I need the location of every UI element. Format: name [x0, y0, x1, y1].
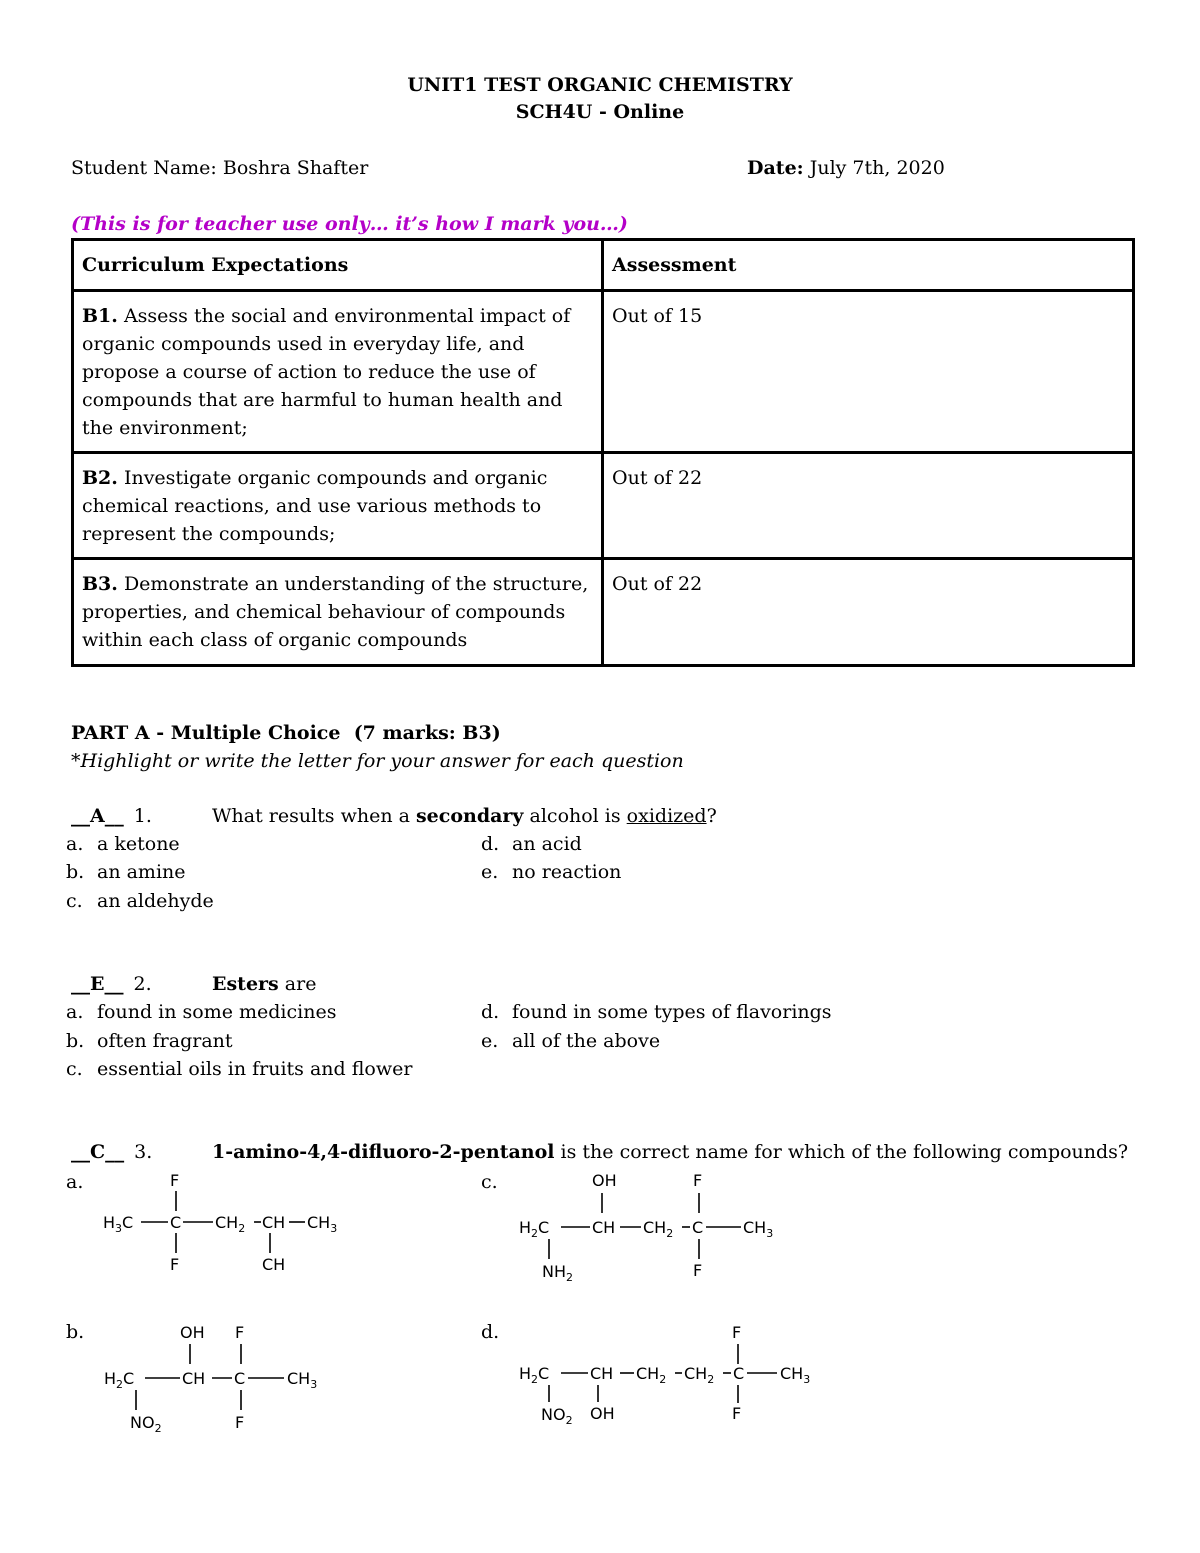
option-3a-letter[interactable]: a. — [66, 1171, 84, 1193]
struct-a-main-2: $CH_2$ — [215, 1213, 246, 1235]
struct-c-main-0: $H_2C$ — [519, 1218, 550, 1240]
option-1d[interactable]: d. an acid — [481, 833, 582, 855]
q2-bold: Esters — [212, 973, 279, 995]
answer-blank-3[interactable]: __C__ — [71, 1141, 125, 1163]
option-1e[interactable]: e. no reaction — [481, 861, 622, 883]
q1-text-a: What results when a — [212, 805, 416, 827]
expectation-text: Demonstrate an understanding of the structure, properties, and chemical behaviour of compounds within each class of organic compounds — [82, 573, 589, 651]
q1-text-c: ? — [706, 805, 717, 827]
option-2e[interactable]: e. all of the above — [481, 1030, 661, 1052]
option-3d-letter[interactable]: d. — [481, 1321, 500, 1343]
option-3c-letter[interactable]: c. — [481, 1171, 498, 1193]
option-label: an amine — [97, 861, 186, 883]
struct-c-main-2: $CH_2$ — [643, 1218, 674, 1240]
option-label: an aldehyde — [97, 890, 214, 912]
struct-a-main-0: $H_3C$ — [103, 1213, 134, 1235]
table-header-expectations: Curriculum Expectations — [73, 240, 603, 291]
expectation-code: B3. — [82, 573, 118, 595]
answer-blank-2[interactable]: __E__ — [71, 973, 124, 995]
struct-b-bottom-0: $NO_2$ — [130, 1413, 162, 1435]
q1-bold: secondary — [415, 805, 524, 827]
option-1a[interactable]: a. a ketone — [66, 833, 180, 855]
struct-b-top-0: OH — [180, 1323, 205, 1342]
option-label: no reaction — [512, 861, 622, 883]
struct-c-top-1: F — [693, 1171, 703, 1190]
option-label: often fragrant — [97, 1030, 233, 1052]
struct-b-top-1: F — [235, 1323, 245, 1342]
struct-a-main-1: C — [170, 1213, 182, 1232]
struct-d-main-0: $H_2C$ — [519, 1364, 550, 1386]
expectation-code: B2. — [82, 467, 118, 489]
student-name-label: Student Name: — [71, 157, 217, 179]
question-number-1: 1. — [133, 805, 152, 827]
expectation-text: Investigate organic compounds and organic chemical reactions, and use various methods to represent the compounds; — [82, 467, 548, 545]
part-a-heading: PART A - Multiple Choice (7 marks: B3) — [71, 722, 501, 744]
option-label: found in some medicines — [97, 1001, 337, 1023]
student-name-value[interactable]: Boshra Shafter — [222, 157, 369, 179]
q3-text: is the correct name for which of the following compounds? — [554, 1141, 1129, 1163]
question-number-2: 2. — [133, 973, 152, 995]
struct-d-main-2: $CH_2$ — [636, 1364, 667, 1386]
option-label: an acid — [512, 833, 582, 855]
q2-text: are — [278, 973, 317, 995]
part-a-instruction: *Highlight or write the letter for your answer for each question — [71, 750, 684, 772]
option-label: found in some types of flavorings — [512, 1001, 832, 1023]
struct-d-main-3: $CH_2$ — [684, 1364, 715, 1386]
struct-b-main-0: $H_2C$ — [104, 1369, 135, 1391]
option-2a[interactable]: a. found in some medicines — [66, 1001, 337, 1023]
date-value[interactable]: July 7th, 2020 — [809, 157, 945, 179]
struct-d-bottom-1: OH — [590, 1404, 615, 1423]
teacher-note: (This is for teacher use only… it’s how I mark you…) — [71, 213, 628, 235]
option-label: a ketone — [97, 833, 180, 855]
struct-c-bottom-0: $NH_2$ — [542, 1262, 573, 1284]
structure-b[interactable] — [104, 1323, 317, 1435]
assessment-cell[interactable]: Out of 15 — [603, 291, 1134, 453]
option-label: essential oils in fruits and flower — [97, 1058, 413, 1080]
struct-c-bottom-1: F — [693, 1261, 703, 1280]
struct-b-main-1: CH — [182, 1369, 206, 1388]
struct-b-main-3: $CH_3$ — [287, 1369, 318, 1391]
struct-a-bottom-1: CH — [262, 1255, 286, 1274]
option-2d[interactable]: d. found in some types of flavorings — [481, 1001, 832, 1023]
expectation-text: Assess the social and environmental impact of organic compounds used in everyday life, and propose a course of action to reduce the use of compounds that are harmful to human health and the environment; — [82, 305, 571, 439]
question-number-3: 3. — [134, 1141, 153, 1163]
document-title: UNIT1 TEST ORGANIC CHEMISTRY — [407, 74, 793, 96]
expectation-code: B1. — [82, 305, 118, 327]
assessment-cell[interactable]: Out of 22 — [603, 453, 1134, 559]
option-1b[interactable]: b. an amine — [66, 861, 186, 883]
struct-a-main-3: CH — [262, 1213, 286, 1232]
struct-d-bottom-2: F — [732, 1404, 742, 1423]
struct-c-top-0: OH — [592, 1171, 617, 1190]
q3-bold: 1-amino-4,4-difluoro-2-pentanol — [212, 1141, 555, 1163]
struct-d-main-4: C — [733, 1364, 745, 1383]
assessment-cell[interactable]: Out of 22 — [603, 559, 1134, 666]
struct-d-bottom-0: $NO_2$ — [541, 1405, 573, 1427]
q1-underlined: oxidized — [626, 805, 707, 827]
struct-c-main-1: CH — [592, 1218, 616, 1237]
struct-c-main-3: C — [692, 1218, 704, 1237]
option-2c[interactable]: c. essential oils in fruits and flower — [66, 1058, 413, 1080]
option-1c[interactable]: c. an aldehyde — [66, 890, 214, 912]
option-label: all of the above — [512, 1030, 661, 1052]
struct-d-main-5: $CH_3$ — [780, 1364, 811, 1386]
structure-a[interactable] — [103, 1171, 337, 1274]
structure-d[interactable] — [519, 1323, 810, 1427]
q1-text-b: alcohol is — [523, 805, 627, 827]
date-label: Date: — [747, 157, 804, 179]
table-header-assessment: Assessment — [603, 240, 1134, 291]
option-2b[interactable]: b. often fragrant — [66, 1030, 233, 1052]
structure-c[interactable] — [519, 1171, 773, 1284]
struct-a-bottom-0: F — [170, 1255, 180, 1274]
option-3b-letter[interactable]: b. — [66, 1321, 85, 1343]
course-code: SCH4U - Online — [515, 101, 685, 123]
struct-b-bottom-1: F — [235, 1413, 245, 1432]
struct-d-top-0: F — [732, 1323, 742, 1342]
answer-blank-1[interactable]: __A__ — [71, 805, 124, 827]
struct-a-main-4: $CH_3$ — [307, 1213, 338, 1235]
struct-a-top-0: F — [170, 1171, 180, 1190]
struct-d-main-1: CH — [590, 1364, 614, 1383]
struct-b-main-2: C — [234, 1369, 246, 1388]
struct-c-main-4: $CH_3$ — [743, 1218, 774, 1240]
